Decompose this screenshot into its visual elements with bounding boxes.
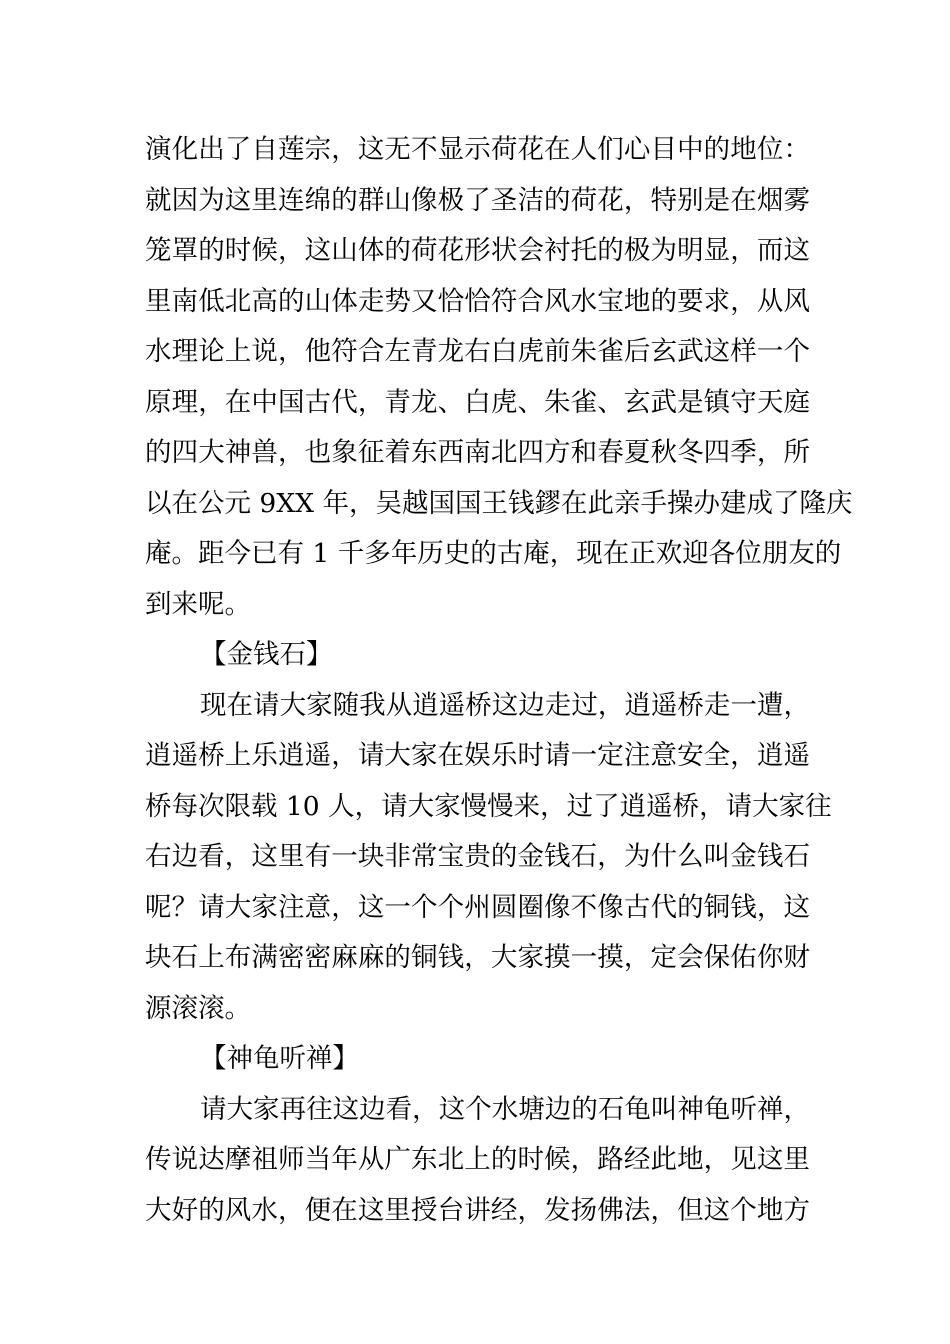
paragraph-line: 大好的风水，便在这里授台讲经，发扬佛法，但这个地方 [145,1194,810,1226]
paragraph-line: 就因为这里连绵的群山像极了圣洁的荷花，特别是在烟雾 [145,184,810,216]
paragraph-line: 传说达摩祖师当年从广东北上的时候，路经此地，见这里 [145,1144,810,1175]
document-body [145,125,853,1236]
paragraph-line: 水理论上说，他符合左青龙右白虎前朱雀后玄武这样一个 [145,336,810,367]
section-heading-shenguitingchan: 【神龟听禅】 [200,1043,359,1074]
paragraph-line: 现在请大家随我从逍遥桥这边走过，逍遥桥走一遭， [200,689,810,721]
paragraph-line: 庵。距今已有 1 千多年历史的古庵，现在正欢迎各位朋友的 [145,538,842,569]
paragraph-line: 的四大神兽，也象征着东西南北四方和春夏秋冬四季，所 [145,437,810,468]
paragraph-line: 右边看，这里有一块非常宝贵的金钱石，为什么叫金钱石 [145,841,810,872]
paragraph-line: 桥每次限载 10 人，请大家慢慢来，过了逍遥桥，请大家往 [145,790,832,822]
paragraph-line: 逍遥桥上乐逍遥，请大家在娱乐时请一定注意安全，逍遥 [145,740,810,771]
paragraph-line: 笼罩的时候，这山体的荷花形状会衬托的极为明显，而这 [145,235,810,266]
paragraph-line: 呢？请大家注意，这一个个州圆圈像不像古代的铜钱，这 [145,891,810,923]
paragraph-line: 块石上布满密密麻麻的铜钱，大家摸一摸，定会保佑你财 [145,942,810,973]
paragraph-line: 请大家再往这边看，这个水塘边的石龟叫神龟听禅， [200,1093,810,1125]
paragraph-line: 源滚滚。 [145,992,251,1024]
paragraph-line: 原理，在中国古代，青龙、白虎、朱雀、玄武是镇守天庭 [145,386,810,418]
paragraph-line: 以在公元 9XX 年，吴越国国王钱鏐在此亲手操办建成了隆庆 [145,487,853,519]
paragraph-line: 演化出了自莲宗，这无不显示荷花在人们心目中的地位： [145,134,810,165]
paragraph-line: 到来呢。 [145,588,251,620]
paragraph-line: 里南低北高的山体走势又恰恰符合风水宝地的要求，从风 [145,285,810,317]
section-heading-jinqianshi: 【金钱石】 [200,639,333,670]
